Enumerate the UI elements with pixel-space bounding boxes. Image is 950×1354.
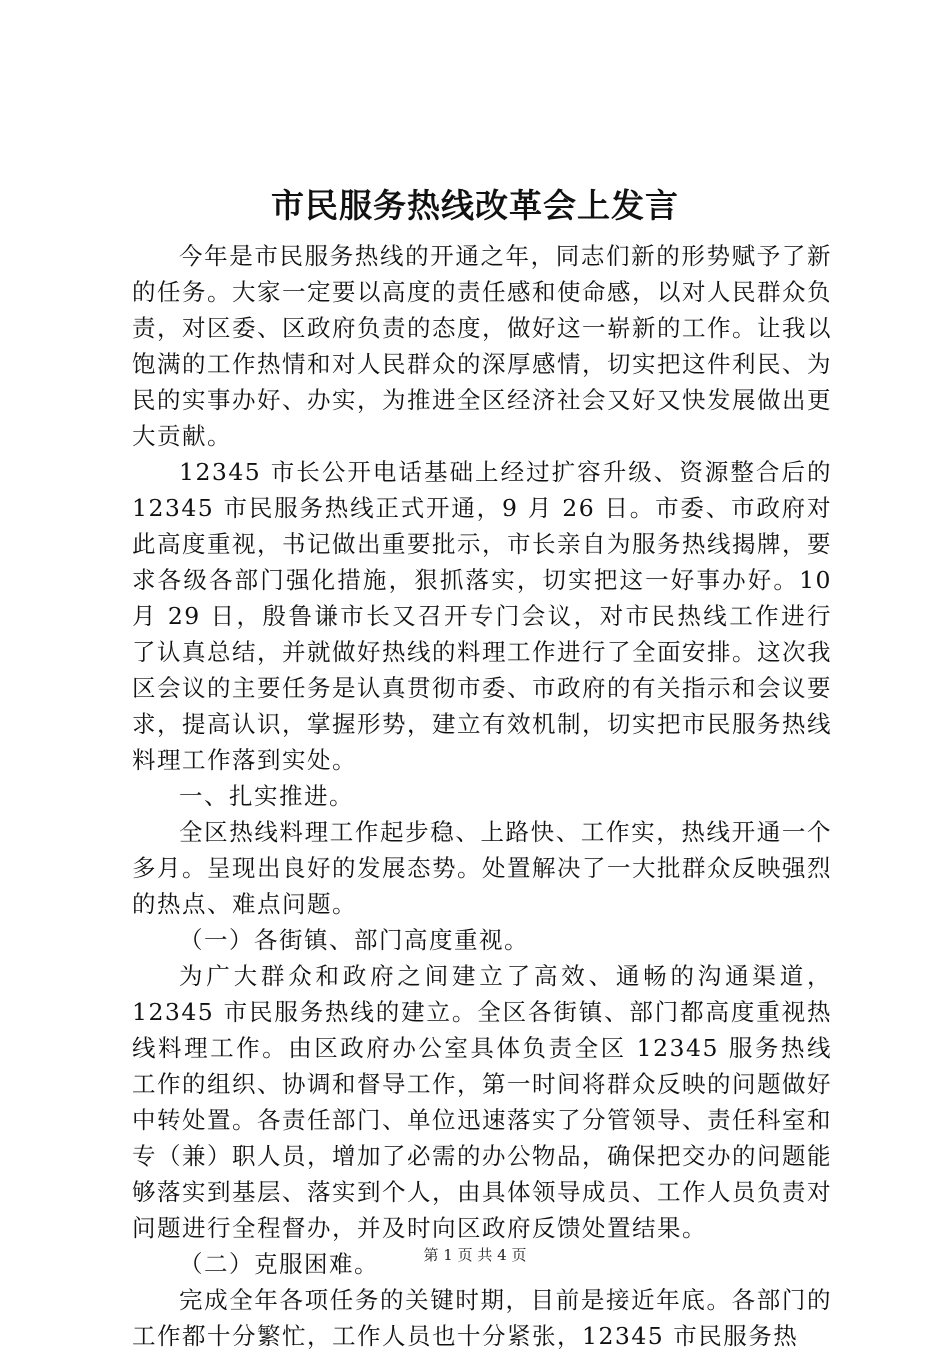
document-body	[132, 238, 832, 1354]
page-footer: 第 1 页 共 4 页	[423, 1246, 527, 1264]
paragraph: 全区热线料理工作起步稳、上路快、工作实，热线开通一个多月。呈现出良好的发展态势。处置解决了一大批群众反映强烈的热点、难点问题。	[132, 818, 832, 918]
paragraph: 为广大群众和政府之间建立了高效、通畅的沟通渠道，12345 市民服务热线的建立。全区各街镇、部门都高度重视热线料理工作。由区政府办公室具体负责全区 12345 服务热线工作的组织、协调和督导工作，第一时间将群众反映的问题做好中转处置。各责任部门、单位迅速落实了分管领导、责任科室和专（兼）职人员，增加了必需的办公物品，确保把交办的问题能够落实到基层、落实到个人，由具体领导成员、工作人员负责对问题进行全程督办，并及时向区政府反馈处置结果。	[132, 962, 832, 1242]
paragraph: 12345 市长公开电话基础上经过扩容升级、资源整合后的12345 市民服务热线正式开通，9 月 26 日。市委、市政府对此高度重视，书记做出重要批示，市长亲自为服务热线揭牌，要求各级各部门强化措施，狠抓落实，切实把这一好事办好。10 月 29 日，殷鲁谦市长又召开专门会议，对市民热线工作进行了认真总结，并就做好热线的料理工作进行了全面安排。这次我区会议的主要任务是认真贯彻市委、市政府的有关指示和会议要求，提高认识，掌握形势，建立有效机制，切实把市民服务热线料理工作落到实处。	[132, 458, 832, 774]
paragraph: 今年是市民服务热线的开通之年，同志们新的形势赋予了新的任务。大家一定要以高度的责任感和使命感，以对人民群众负责，对区委、区政府负责的态度，做好这一崭新的工作。让我以饱满的工作热情和对人民群众的深厚感情，切实把这件利民、为民的实事办好、办实，为推进全区经济社会又好又快发展做出更大贡献。	[132, 242, 832, 450]
document-title: 市民服务热线改革会上发言	[271, 186, 679, 225]
section-heading: 一、扎实推进。	[179, 782, 354, 810]
subsection-heading: （二）克服困难。	[179, 1250, 379, 1278]
paragraph: 完成全年各项任务的关键时期，目前是接近年底。各部门的工作都十分繁忙，工作人员也十分紧张，12345 市民服务热	[132, 1286, 832, 1350]
subsection-heading: （一）各街镇、部门高度重视。	[179, 926, 529, 954]
